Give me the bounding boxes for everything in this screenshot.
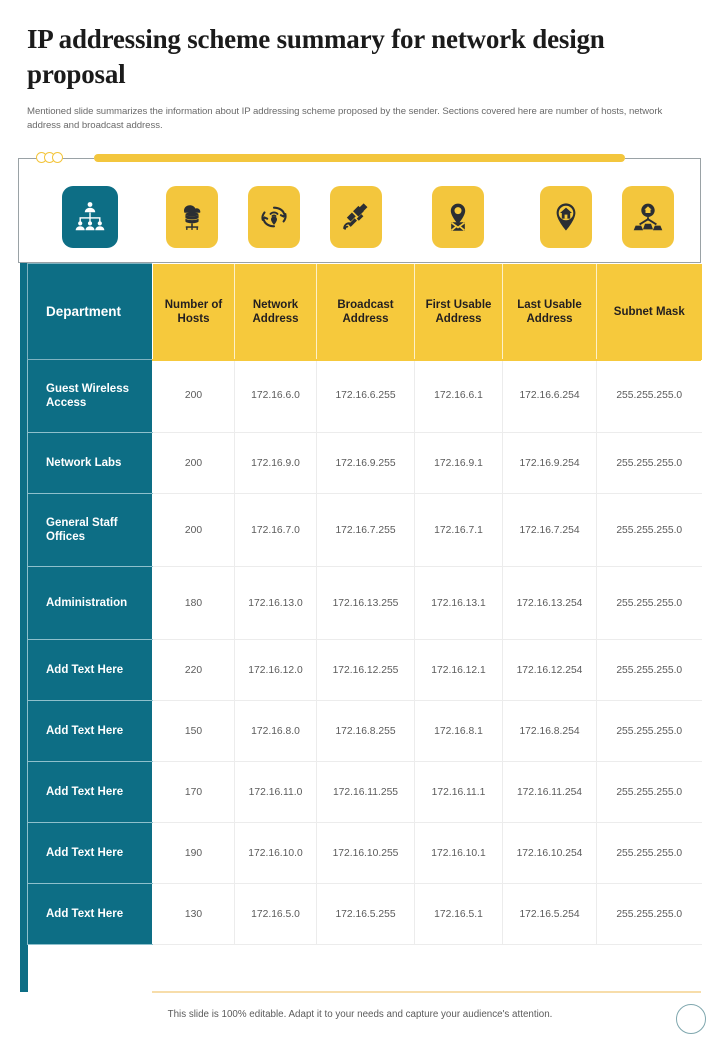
cell-subnet-mask: 255.255.255.0 [597,762,702,823]
cell-subnet-mask: 255.255.255.0 [597,494,702,567]
cell-subnet-mask: 255.255.255.0 [597,567,702,640]
column-header-department: Department [28,264,153,360]
cell-first-usable-address: 172.16.13.1 [415,567,503,640]
cell-number-of-hosts: 220 [153,640,235,701]
cell-department: Add Text Here [28,640,153,701]
cell-first-usable-address: 172.16.11.1 [415,762,503,823]
cell-broadcast-address: 172.16.7.255 [317,494,415,567]
table-row [28,494,702,567]
cell-last-usable-address: 172.16.12.254 [503,640,597,701]
cell-network-address: 172.16.13.0 [235,567,317,640]
cell-number-of-hosts: 190 [153,823,235,884]
table-row [28,433,702,494]
page-subtitle: Mentioned slide summarizes the information about IP addressing scheme proposed by the sender. Sections covered here are number of hosts, network address and broadcast address. [27,106,663,131]
cell-network-address: 172.16.5.0 [235,884,317,945]
column-header-broadcast-address: Broadcast Address [317,264,415,360]
cell-network-address: 172.16.12.0 [235,640,317,701]
footer-note: This slide is 100% editable. Adapt it to your needs and capture your audience's attention. [167,1009,553,1020]
cell-last-usable-address: 172.16.5.254 [503,884,597,945]
cell-number-of-hosts: 200 [153,433,235,494]
map-pin-mail-icon[interactable] [432,186,484,248]
table-row [28,823,702,884]
cell-broadcast-address: 172.16.12.255 [317,640,415,701]
icon-strip [18,186,701,248]
cell-subnet-mask: 255.255.255.0 [597,433,702,494]
cell-number-of-hosts: 150 [153,701,235,762]
cell-broadcast-address: 172.16.5.255 [317,884,415,945]
cell-network-address: 172.16.11.0 [235,762,317,823]
cell-first-usable-address: 172.16.5.1 [415,884,503,945]
cell-subnet-mask: 255.255.255.0 [597,640,702,701]
table-header-row [28,264,702,360]
cell-broadcast-address: 172.16.9.255 [317,433,415,494]
cell-subnet-mask: 255.255.255.0 [597,701,702,762]
column-header-first-usable-address: First Usable Address [415,264,503,360]
table-row [28,360,702,433]
cell-network-address: 172.16.7.0 [235,494,317,567]
cell-number-of-hosts: 180 [153,567,235,640]
cell-last-usable-address: 172.16.13.254 [503,567,597,640]
cell-last-usable-address: 172.16.11.254 [503,762,597,823]
cell-first-usable-address: 172.16.10.1 [415,823,503,884]
cell-first-usable-address: 172.16.6.1 [415,360,503,433]
cell-number-of-hosts: 200 [153,494,235,567]
decorative-circles [36,152,60,163]
cell-network-address: 172.16.10.0 [235,823,317,884]
cell-number-of-hosts: 170 [153,762,235,823]
cell-number-of-hosts: 200 [153,360,235,433]
page-title: IP addressing scheme summary for network design proposal [27,24,605,89]
table-row [28,762,702,823]
decorative-circle-3 [52,152,63,163]
cell-department: Administration [28,567,153,640]
ip-addressing-table [27,263,702,945]
cell-last-usable-address: 172.16.6.254 [503,360,597,433]
table-row [28,701,702,762]
table-row [28,884,702,945]
home-location-pin-icon[interactable] [540,186,592,248]
cell-department: Add Text Here [28,884,153,945]
cell-number-of-hosts: 130 [153,884,235,945]
decorative-footer-circle [676,1004,706,1034]
cell-broadcast-address: 172.16.10.255 [317,823,415,884]
table-bottom-line [152,991,701,993]
column-header-subnet-mask: Subnet Mask [597,264,702,360]
cell-last-usable-address: 172.16.7.254 [503,494,597,567]
cell-department: Guest Wireless Access [28,360,153,433]
cloud-database-server-icon[interactable] [166,186,218,248]
cell-network-address: 172.16.8.0 [235,701,317,762]
cell-last-usable-address: 172.16.9.254 [503,433,597,494]
cell-broadcast-address: 172.16.8.255 [317,701,415,762]
column-header-network-address: Network Address [235,264,317,360]
ip-addressing-table-wrap [27,263,701,993]
cell-network-address: 172.16.9.0 [235,433,317,494]
cell-network-address: 172.16.6.0 [235,360,317,433]
cell-broadcast-address: 172.16.11.255 [317,762,415,823]
cell-broadcast-address: 172.16.6.255 [317,360,415,433]
cell-last-usable-address: 172.16.8.254 [503,701,597,762]
org-chart-icon[interactable] [62,186,118,248]
cell-subnet-mask: 255.255.255.0 [597,884,702,945]
cell-department: Add Text Here [28,823,153,884]
location-wifi-refresh-icon[interactable] [248,186,300,248]
table-row [28,640,702,701]
satellite-icon[interactable] [330,186,382,248]
cell-broadcast-address: 172.16.13.255 [317,567,415,640]
cell-department: General Staff Offices [28,494,153,567]
cell-first-usable-address: 172.16.7.1 [415,494,503,567]
cell-department: Add Text Here [28,701,153,762]
column-header-number-of-hosts: Number of Hosts [153,264,235,360]
column-header-last-usable-address: Last Usable Address [503,264,597,360]
table-header-underline [152,359,701,361]
network-distribution-icon[interactable] [622,186,674,248]
cell-first-usable-address: 172.16.9.1 [415,433,503,494]
cell-first-usable-address: 172.16.8.1 [415,701,503,762]
cell-subnet-mask: 255.255.255.0 [597,823,702,884]
frame-top-right-line [625,158,701,159]
cell-subnet-mask: 255.255.255.0 [597,360,702,433]
cell-first-usable-address: 172.16.12.1 [415,640,503,701]
table-row [28,567,702,640]
cell-department: Network Labs [28,433,153,494]
cell-department: Add Text Here [28,762,153,823]
cell-last-usable-address: 172.16.10.254 [503,823,597,884]
table-body [28,360,702,945]
accent-bar [94,154,625,162]
